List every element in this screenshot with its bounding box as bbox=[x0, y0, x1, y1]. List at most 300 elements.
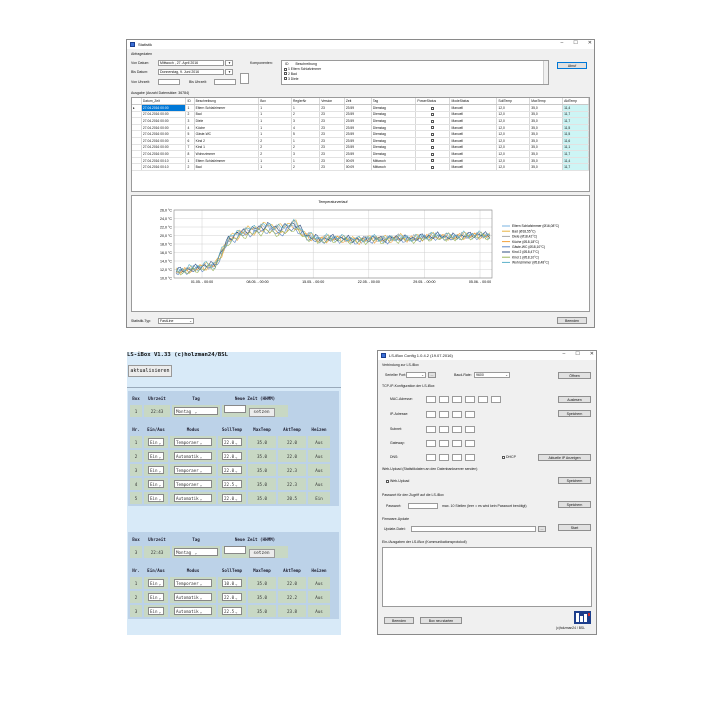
ip-octet-input[interactable] bbox=[465, 411, 475, 418]
table-cell[interactable]: 3 bbox=[292, 151, 320, 158]
table-cell[interactable]: 12,0 bbox=[497, 144, 530, 151]
table-row[interactable] bbox=[132, 131, 589, 138]
table-cell[interactable]: 11,4 bbox=[563, 157, 589, 164]
ein-aus-select[interactable]: Ein⌄ bbox=[148, 466, 164, 474]
grid-col-header[interactable]: Datum_Zeit bbox=[141, 98, 186, 105]
table-cell[interactable]: 23:59 bbox=[344, 124, 371, 131]
table-cell[interactable]: 5 bbox=[292, 131, 320, 138]
page-title: LS-iBox V1.33 (c)holzman24/BSL bbox=[127, 352, 229, 358]
table-cell[interactable]: Manuell bbox=[450, 111, 497, 118]
table-cell[interactable]: 5 bbox=[186, 131, 194, 138]
table-cell[interactable]: ▸ bbox=[132, 105, 141, 112]
table-cell[interactable] bbox=[416, 105, 450, 112]
ip-octet-input[interactable] bbox=[491, 396, 501, 403]
table-cell[interactable] bbox=[132, 131, 141, 138]
komponente-item[interactable]: 3 Diele bbox=[284, 77, 548, 82]
grid-col-header[interactable]: Zeit bbox=[344, 98, 371, 105]
table-cell[interactable]: 2 bbox=[186, 164, 194, 171]
close-icon[interactable]: ✕ bbox=[589, 351, 594, 357]
table-cell[interactable]: Dienstag bbox=[371, 118, 416, 125]
table-cell[interactable]: 2 bbox=[186, 111, 194, 118]
table-cell[interactable]: 23:59 bbox=[344, 138, 371, 145]
power-checkbox[interactable] bbox=[431, 113, 434, 116]
table-cell[interactable]: 27.04.2016 00:00 bbox=[141, 138, 186, 145]
table-cell[interactable]: 27.04.2016 00:00 bbox=[141, 105, 186, 112]
solltemp-select[interactable]: 22.0⌄ bbox=[222, 593, 242, 601]
table-cell[interactable]: 23 bbox=[320, 124, 345, 131]
maximize-icon[interactable]: ☐ bbox=[573, 40, 578, 46]
table-cell[interactable]: 2 bbox=[259, 138, 292, 145]
table-row[interactable] bbox=[132, 118, 589, 125]
table-cell: 22.3 bbox=[278, 464, 306, 476]
chevron-down-icon: ⌄ bbox=[158, 468, 161, 473]
table-cell[interactable]: 23 bbox=[320, 157, 345, 164]
table-cell[interactable]: Manuell bbox=[450, 157, 497, 164]
power-checkbox[interactable] bbox=[431, 120, 434, 123]
calendar-icon[interactable] bbox=[240, 73, 249, 84]
table-cell[interactable]: 27.04.2016 00:00 bbox=[141, 124, 186, 131]
abruf-button[interactable]: Abruf bbox=[557, 62, 587, 69]
tag-select[interactable]: Montag ⌄ bbox=[174, 407, 218, 415]
table-cell[interactable]: Küche bbox=[194, 124, 259, 131]
modus-select[interactable]: Automatik⌄ bbox=[174, 607, 212, 615]
table-cell[interactable]: 23:59 bbox=[344, 118, 371, 125]
table-cell[interactable]: Dienstag bbox=[371, 144, 416, 151]
maximize-icon[interactable]: ☐ bbox=[575, 351, 580, 357]
grid-col-header[interactable]: MaxTemp bbox=[530, 98, 563, 105]
table-cell[interactable]: 23:59 bbox=[344, 131, 371, 138]
table-cell[interactable]: 12,0 bbox=[497, 151, 530, 158]
table-cell bbox=[170, 591, 216, 603]
solltemp-select[interactable]: 22.0⌄ bbox=[222, 452, 242, 460]
table-cell bbox=[218, 478, 246, 490]
table-cell[interactable]: 2 bbox=[259, 151, 292, 158]
table-cell[interactable]: 1 bbox=[259, 164, 292, 171]
table-cell[interactable]: 8 bbox=[186, 151, 194, 158]
power-checkbox[interactable] bbox=[431, 146, 434, 149]
power-checkbox[interactable] bbox=[431, 133, 434, 136]
table-cell[interactable]: 11,6 bbox=[563, 138, 589, 145]
table-cell[interactable]: Mittwoch bbox=[371, 157, 416, 164]
table-cell[interactable] bbox=[416, 138, 450, 145]
table-cell: 35.0 bbox=[248, 478, 276, 490]
table-cell[interactable]: Kind 2 bbox=[194, 138, 259, 145]
table-row[interactable] bbox=[132, 138, 589, 145]
table-cell[interactable]: 23:59 bbox=[344, 105, 371, 112]
table-cell[interactable]: 35,0 bbox=[530, 157, 563, 164]
series-line bbox=[176, 220, 490, 273]
port-select[interactable] bbox=[406, 372, 426, 378]
table-cell[interactable] bbox=[132, 144, 141, 151]
table-cell[interactable]: 23:59 bbox=[344, 111, 371, 118]
table-cell[interactable] bbox=[416, 151, 450, 158]
ein-aus-select[interactable]: Ein⌄ bbox=[148, 494, 164, 502]
beenden-button[interactable]: Beenden bbox=[384, 617, 414, 624]
col-header: MaxTemp bbox=[248, 424, 276, 434]
table-cell[interactable]: 35,0 bbox=[530, 118, 563, 125]
aktuelle-ip-button[interactable]: Aktuelle IP Anzeigen bbox=[538, 454, 591, 461]
legend-label: Kind 2 (Ø18,47°C) bbox=[512, 250, 539, 255]
baud-label: Baud-Rate: bbox=[454, 373, 472, 377]
col-header: AktTemp bbox=[278, 565, 306, 575]
power-checkbox[interactable] bbox=[431, 126, 434, 129]
ip-octet-input[interactable] bbox=[452, 411, 462, 418]
ip-octet-input[interactable] bbox=[426, 454, 436, 461]
neue-zeit-input[interactable] bbox=[224, 546, 246, 554]
table-cell[interactable] bbox=[132, 164, 141, 171]
grid-col-header[interactable]: ID bbox=[186, 98, 194, 105]
table-cell[interactable]: 35,0 bbox=[530, 111, 563, 118]
table-cell[interactable]: Diele bbox=[194, 118, 259, 125]
table-cell[interactable]: 11,5 bbox=[563, 131, 589, 138]
grid-col-header[interactable]: ModeStatus bbox=[450, 98, 497, 105]
table-cell[interactable]: 23 bbox=[320, 138, 345, 145]
table-cell[interactable] bbox=[132, 157, 141, 164]
table-row[interactable] bbox=[132, 151, 589, 158]
verbindung-label: Verbindung zur LS-iBox bbox=[382, 363, 419, 367]
ein-aus-select[interactable]: Ein⌄ bbox=[148, 579, 164, 587]
table-cell[interactable]: 1 bbox=[186, 105, 194, 112]
modus-select[interactable]: Temporaer⌄ bbox=[174, 480, 212, 488]
table-cell[interactable]: 00:09 bbox=[344, 164, 371, 171]
aktualisieren-button[interactable]: aktualisieren bbox=[128, 365, 172, 377]
table-cell[interactable]: 35,0 bbox=[530, 138, 563, 145]
komponente-item[interactable]: 2 Bad bbox=[284, 72, 548, 77]
table-cell: Aus bbox=[308, 450, 330, 462]
table-cell[interactable]: 35,0 bbox=[530, 144, 563, 151]
table-cell[interactable]: Mittwoch bbox=[371, 164, 416, 171]
scrollbar[interactable] bbox=[543, 61, 548, 84]
table-cell[interactable]: 27.04.2016 00:00 bbox=[141, 131, 186, 138]
table-cell bbox=[144, 492, 168, 504]
ein-aus-select[interactable]: Ein⌄ bbox=[148, 452, 164, 460]
table-cell[interactable]: 1 bbox=[259, 105, 292, 112]
ein-aus-select[interactable]: Ein⌄ bbox=[148, 593, 164, 601]
bis-uhrzeit-input[interactable] bbox=[214, 79, 236, 85]
col-header: Nr. bbox=[130, 565, 142, 575]
data-grid[interactable] bbox=[131, 97, 590, 192]
table-row[interactable] bbox=[132, 144, 589, 151]
close-icon[interactable]: ✕ bbox=[587, 40, 592, 46]
solltemp-select[interactable]: 10.0⌄ bbox=[222, 579, 242, 587]
power-checkbox[interactable] bbox=[431, 159, 434, 162]
table-cell[interactable]: 23 bbox=[320, 105, 345, 112]
table-cell[interactable]: 23 bbox=[320, 131, 345, 138]
ein-aus-select[interactable]: Ein⌄ bbox=[148, 480, 164, 488]
table-row[interactable] bbox=[132, 157, 589, 164]
table-cell[interactable]: 1 bbox=[292, 138, 320, 145]
table-cell[interactable]: 7 bbox=[186, 144, 194, 151]
table-cell[interactable]: 27.04.2016 00:00 bbox=[141, 144, 186, 151]
table-cell: 5 bbox=[130, 492, 142, 504]
passwort-input[interactable] bbox=[408, 503, 438, 509]
ip-octet-input[interactable] bbox=[465, 396, 475, 403]
power-checkbox[interactable] bbox=[431, 139, 434, 142]
ip-octet-input[interactable] bbox=[439, 454, 449, 461]
power-checkbox[interactable] bbox=[431, 166, 434, 169]
table-cell[interactable] bbox=[416, 144, 450, 151]
auslesen-button[interactable]: Auslesen bbox=[558, 396, 591, 403]
komponente-item[interactable]: 1 Eltern Schlafzimmer bbox=[284, 67, 548, 72]
dhcp-checkbox[interactable]: DHCP bbox=[502, 455, 516, 459]
table-cell[interactable]: 35,0 bbox=[530, 151, 563, 158]
power-checkbox[interactable] bbox=[431, 107, 434, 110]
table-cell[interactable] bbox=[416, 131, 450, 138]
table-cell[interactable]: 23 bbox=[320, 118, 345, 125]
power-checkbox[interactable] bbox=[431, 153, 434, 156]
table-cell[interactable]: 1 bbox=[259, 131, 292, 138]
setzen-button[interactable]: setzen bbox=[249, 549, 275, 558]
grid-col-header[interactable]: Box bbox=[259, 98, 292, 105]
tag-select[interactable]: Montag ⌄ bbox=[174, 548, 218, 556]
table-cell[interactable] bbox=[416, 164, 450, 171]
table-cell[interactable]: Kind 1 bbox=[194, 144, 259, 151]
table-row[interactable] bbox=[132, 111, 589, 118]
table-cell[interactable]: 2 bbox=[292, 164, 320, 171]
chevron-down-icon: ⌄ bbox=[199, 595, 203, 600]
table-cell[interactable]: 12,0 bbox=[497, 164, 530, 171]
modus-select[interactable]: Automatik⌄ bbox=[174, 494, 212, 502]
table-cell bbox=[170, 492, 216, 504]
ip-octet-input[interactable] bbox=[426, 440, 436, 447]
chart-area bbox=[131, 195, 590, 312]
col-header: Heizen bbox=[308, 565, 330, 575]
ip-octet-input[interactable] bbox=[426, 426, 436, 433]
ip-octet-input[interactable] bbox=[465, 426, 475, 433]
ip-octet-input[interactable] bbox=[439, 426, 449, 433]
table-cell[interactable]: Manuell bbox=[450, 105, 497, 112]
ip-octet-input[interactable] bbox=[452, 426, 462, 433]
table-cell[interactable]: Manuell bbox=[450, 151, 497, 158]
table-row[interactable] bbox=[132, 124, 589, 131]
table-cell[interactable]: 27.04.2016 00:10 bbox=[141, 164, 186, 171]
table-cell[interactable]: 11,7 bbox=[563, 118, 589, 125]
table-cell[interactable] bbox=[416, 124, 450, 131]
window-title: Statistik bbox=[138, 42, 153, 47]
ip-octet-input[interactable] bbox=[426, 396, 436, 403]
calendar-dropdown-icon[interactable]: ▾ bbox=[225, 60, 233, 66]
table-cell[interactable]: 2 bbox=[292, 144, 320, 151]
beenden-button[interactable]: Beenden bbox=[557, 317, 587, 324]
ip-octet-input[interactable] bbox=[426, 411, 436, 418]
table-cell[interactable]: Dienstag bbox=[371, 105, 416, 112]
start-button[interactable]: Start bbox=[558, 524, 591, 531]
table-cell[interactable]: Manuell bbox=[450, 118, 497, 125]
grid-col-header[interactable]: Version bbox=[320, 98, 345, 105]
table-cell bbox=[144, 591, 168, 603]
ip-octet-input[interactable] bbox=[478, 396, 488, 403]
bis-datum-picker[interactable]: Donnerstag, 9. Juni 2016 bbox=[158, 69, 224, 75]
modus-select[interactable]: Automatik⌄ bbox=[174, 593, 212, 601]
table-cell[interactable]: Manuell bbox=[450, 131, 497, 138]
table-cell[interactable]: 12,0 bbox=[497, 111, 530, 118]
table-cell[interactable]: 27.04.2016 00:10 bbox=[141, 157, 186, 164]
von-datum-picker[interactable]: Mittwoch , 27. April 2016 bbox=[158, 60, 224, 66]
minimize-icon[interactable]: – bbox=[560, 40, 564, 46]
table-cell[interactable]: Eltern Schlafzimmer bbox=[194, 105, 259, 112]
table-cell[interactable]: Manuell bbox=[450, 124, 497, 131]
table-cell bbox=[218, 591, 246, 603]
table-cell[interactable]: 35,0 bbox=[530, 131, 563, 138]
table-cell[interactable]: 12,0 bbox=[497, 105, 530, 112]
table-cell[interactable]: 11,4 bbox=[563, 105, 589, 112]
table-cell[interactable]: 11,7 bbox=[563, 111, 589, 118]
table-cell[interactable]: 35,0 bbox=[530, 164, 563, 171]
table-row[interactable] bbox=[132, 105, 589, 112]
table-cell[interactable]: 12,0 bbox=[497, 118, 530, 125]
table-cell[interactable]: Dienstag bbox=[371, 138, 416, 145]
col-header: AktTemp bbox=[278, 424, 306, 434]
neue-zeit-input[interactable] bbox=[224, 405, 246, 413]
table-cell[interactable] bbox=[132, 111, 141, 118]
table-cell[interactable]: 6 bbox=[186, 138, 194, 145]
table-cell[interactable]: 00:09 bbox=[344, 157, 371, 164]
grid-col-header[interactable]: PowerStatus bbox=[416, 98, 450, 105]
table-cell[interactable]: 27.04.2016 00:00 bbox=[141, 118, 186, 125]
modus-select[interactable]: Automatik⌄ bbox=[174, 452, 212, 460]
table-cell[interactable]: 27.04.2016 00:00 bbox=[141, 111, 186, 118]
table-cell[interactable]: Gäste-WC bbox=[194, 131, 259, 138]
grid-col-header[interactable]: SollTemp bbox=[497, 98, 530, 105]
table-cell[interactable]: 3 bbox=[186, 118, 194, 125]
table-cell[interactable]: 23 bbox=[320, 111, 345, 118]
solltemp-select[interactable]: 22.0⌄ bbox=[222, 494, 242, 502]
table-cell[interactable]: Dienstag bbox=[371, 151, 416, 158]
table-cell[interactable]: 12,0 bbox=[497, 124, 530, 131]
table-cell[interactable]: 1 bbox=[186, 157, 194, 164]
table-cell[interactable]: 35,0 bbox=[530, 124, 563, 131]
ein-aus-select[interactable]: Ein⌄ bbox=[148, 607, 164, 615]
table-cell[interactable]: 2 bbox=[259, 144, 292, 151]
table-cell[interactable]: Manuell bbox=[450, 164, 497, 171]
table-cell[interactable]: 27.04.2016 00:00 bbox=[141, 151, 186, 158]
grid-col-header[interactable]: AktTemp bbox=[563, 98, 589, 105]
ip-octet-input[interactable] bbox=[452, 440, 462, 447]
table-cell[interactable]: Dienstag bbox=[371, 111, 416, 118]
table-cell[interactable]: 1 bbox=[292, 105, 320, 112]
grid-col-header[interactable]: ReglerNr bbox=[292, 98, 320, 105]
table-cell[interactable]: 23:59 bbox=[344, 144, 371, 151]
table-cell[interactable]: Wohnzimmer bbox=[194, 151, 259, 158]
table-cell[interactable]: 11,7 bbox=[563, 164, 589, 171]
port-refresh-button[interactable]: ... bbox=[428, 372, 436, 378]
table-cell[interactable]: 1 bbox=[259, 124, 292, 131]
table-cell bbox=[144, 450, 168, 462]
oeffnen-button[interactable]: Öffnen bbox=[558, 372, 591, 379]
speichern-passwort-button[interactable]: Speichern bbox=[558, 501, 591, 508]
table-cell: 20.5 bbox=[278, 492, 306, 504]
solltemp-select[interactable]: 22.5⌄ bbox=[222, 480, 242, 488]
minimize-icon[interactable]: – bbox=[562, 351, 566, 357]
komponenten-list[interactable] bbox=[281, 60, 549, 85]
grid-col-header[interactable]: Beschreibung bbox=[194, 98, 259, 105]
modus-select[interactable]: Temporaer⌄ bbox=[174, 466, 212, 474]
table-cell[interactable]: Manuell bbox=[450, 144, 497, 151]
table-cell[interactable]: 11,5 bbox=[563, 124, 589, 131]
grid-col-header[interactable]: Tag bbox=[371, 98, 416, 105]
ip-octet-input[interactable] bbox=[439, 396, 449, 403]
table-cell[interactable]: 1 bbox=[292, 157, 320, 164]
table-cell[interactable]: 1 bbox=[259, 157, 292, 164]
table-cell[interactable]: 12,0 bbox=[497, 157, 530, 164]
ip-octet-input[interactable] bbox=[452, 454, 462, 461]
table-cell[interactable]: 35,0 bbox=[530, 105, 563, 112]
table-cell[interactable]: 3 bbox=[292, 118, 320, 125]
table-cell[interactable]: 1 bbox=[259, 111, 292, 118]
chevron-down-icon: ⌄ bbox=[194, 550, 198, 555]
update-file-input[interactable] bbox=[411, 526, 536, 532]
table-cell[interactable]: Bad bbox=[194, 164, 259, 171]
table-cell[interactable] bbox=[132, 118, 141, 125]
webupload-checkbox[interactable]: Web-Upload bbox=[386, 479, 409, 483]
neustart-button[interactable]: Box neu starten bbox=[420, 617, 462, 624]
chevron-down-icon: ⌄ bbox=[235, 581, 238, 586]
modus-select[interactable]: Temporaer⌄ bbox=[174, 438, 212, 446]
table-cell[interactable] bbox=[416, 118, 450, 125]
ip-octet-input[interactable] bbox=[452, 396, 462, 403]
table-row[interactable] bbox=[132, 164, 589, 171]
table-cell[interactable] bbox=[416, 111, 450, 118]
table-cell[interactable]: 23 bbox=[320, 164, 345, 171]
col-tag: Tag bbox=[172, 393, 220, 403]
table-cell[interactable]: 4 bbox=[292, 124, 320, 131]
solltemp-select[interactable]: 22.5⌄ bbox=[222, 607, 242, 615]
table-cell[interactable]: Eltern Schlafzimmer bbox=[194, 157, 259, 164]
table-cell: 35.0 bbox=[248, 591, 276, 603]
table-cell[interactable] bbox=[416, 157, 450, 164]
browse-button[interactable]: ... bbox=[538, 526, 546, 532]
speichern-tcpip-button[interactable]: Speichern bbox=[558, 410, 591, 417]
table-cell[interactable]: 4 bbox=[186, 124, 194, 131]
statistik-typ-select[interactable]: FastLine ⌄ bbox=[160, 319, 192, 323]
ein-aus-select[interactable]: Ein⌄ bbox=[148, 438, 164, 446]
table-cell[interactable]: Manuell bbox=[450, 138, 497, 145]
table-cell[interactable] bbox=[132, 124, 141, 131]
grid-col-header[interactable] bbox=[132, 98, 141, 105]
table-cell[interactable]: Bad bbox=[194, 111, 259, 118]
table-cell[interactable] bbox=[132, 151, 141, 158]
logo-icon bbox=[574, 611, 591, 624]
table-cell[interactable]: 11,1 bbox=[563, 144, 589, 151]
table-cell[interactable]: Dienstag bbox=[371, 124, 416, 131]
table-cell[interactable] bbox=[132, 138, 141, 145]
table-cell[interactable]: 23:59 bbox=[344, 151, 371, 158]
table-cell[interactable]: 2 bbox=[292, 111, 320, 118]
ip-octet-input[interactable] bbox=[465, 440, 475, 447]
von-uhrzeit-input[interactable] bbox=[158, 79, 180, 85]
table-cell[interactable]: 23 bbox=[320, 144, 345, 151]
table-cell[interactable]: 1 bbox=[259, 118, 292, 125]
table-cell: 35.0 bbox=[248, 450, 276, 462]
table-cell[interactable]: 12,0 bbox=[497, 131, 530, 138]
solltemp-select[interactable]: 22.0⌄ bbox=[222, 438, 242, 446]
baud-select[interactable]: 9600 ⌄ bbox=[476, 373, 508, 377]
setzen-button[interactable]: setzen bbox=[249, 408, 275, 417]
uhrzeit-value: 22:43 bbox=[144, 405, 170, 417]
solltemp-select[interactable]: 22.0⌄ bbox=[222, 466, 242, 474]
ip-octet-input[interactable] bbox=[439, 411, 449, 418]
table-cell[interactable]: 23 bbox=[320, 151, 345, 158]
ip-octet-input[interactable] bbox=[465, 454, 475, 461]
modus-select[interactable]: Temporaer⌄ bbox=[174, 579, 212, 587]
log-textarea[interactable] bbox=[382, 547, 592, 607]
table-cell[interactable]: 11,7 bbox=[563, 151, 589, 158]
calendar-dropdown-icon[interactable]: ▾ bbox=[225, 69, 233, 75]
table-cell[interactable]: Dienstag bbox=[371, 131, 416, 138]
speichern-webupload-button[interactable]: Speichern bbox=[558, 477, 591, 484]
ip-octet-input[interactable] bbox=[439, 440, 449, 447]
table-cell[interactable]: 12,0 bbox=[497, 138, 530, 145]
